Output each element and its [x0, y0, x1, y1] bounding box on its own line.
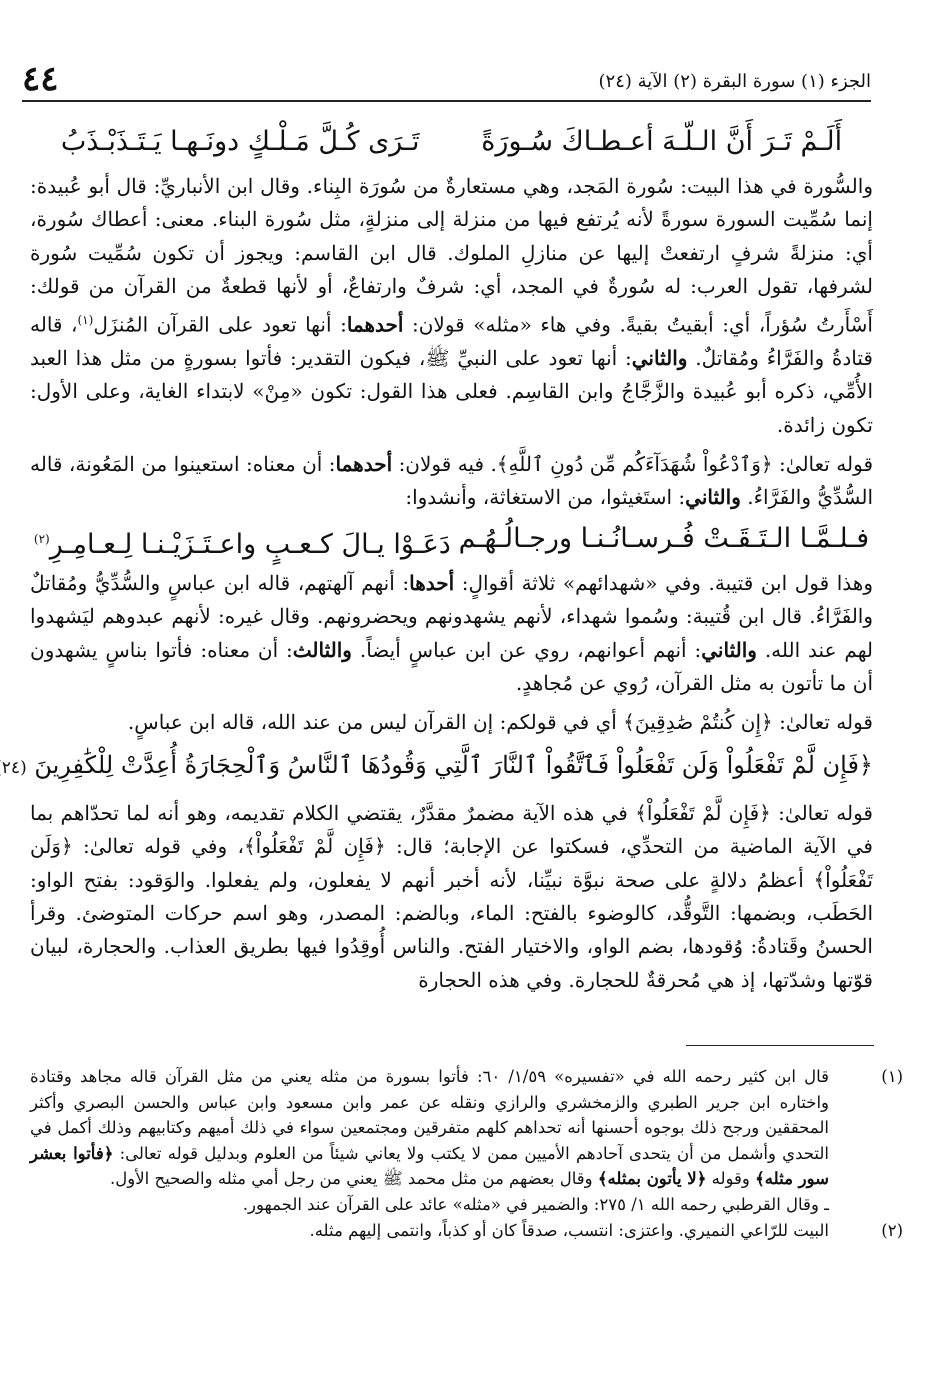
footnote-text: البيت للرّاعي النميري. واعتزى: انتسب، صدقاً كان أو كذباً، وانتمى إليهم مثله.: [309, 1220, 829, 1240]
bold-term: والثاني: [631, 345, 688, 370]
paragraph-commentary-24: [30, 797, 873, 997]
bold-term: والثاني: [685, 485, 741, 510]
poetry-verse-2: [30, 515, 873, 567]
footnote-1-addendum: ـ وقال القرطبي رحمه الله ١/ ٢٧٥: والضمير في «مثله» عائد على القرآن عند الجمهور.: [242, 1194, 829, 1214]
paragraph-shuhada: [30, 567, 873, 701]
footnote-2-number: (٢): [881, 1220, 903, 1240]
verse-1-first-hemistich: أَلَـمْ تَـرَ أَنَّ الـلّـهَ أعـطـاكَ سُـورَةً: [481, 126, 843, 157]
footnote-bold-quote: ﴿فأتوا بعشر سور مثله﴾: [30, 1143, 829, 1189]
footnote-text: وقوله: [711, 1169, 750, 1189]
verse-number: (٢٤: [1, 757, 27, 778]
footnote-1-number: (١): [881, 1067, 903, 1086]
footnote-text: وقال بعضهم من مثل محمد ﷺ يعني من رجل أمي مثله والصحيح الأول.: [110, 1169, 593, 1189]
text-run: : أنهم أعوانهم، روي عن ابن عباسٍ أيضاً.: [359, 637, 702, 662]
text-run: وهذا قول ابن قتيبة. وفي «شهدائهم» ثلاثة أقوالٍ:: [461, 570, 873, 595]
footnote-2: [30, 1218, 903, 1244]
text-run: : أن معناه: استعينوا من المَعُونة، قاله السُّدِّيُّ والفَرَّاءُ.: [30, 451, 873, 510]
quran-verse-24: [1, 744, 873, 789]
footnote-ref-1[interactable]: (١): [77, 312, 94, 327]
poetry-verse-1: [30, 118, 873, 170]
bold-term: أحدهما: [335, 451, 393, 476]
text-run: : أنها تعود على القرآن المُنزَل: [93, 312, 347, 337]
text-run: : أنهم آلهتهم، قاله ابن عباسٍ والسُّدِّيُّ ومُقاتلٌ والفَرَّاءُ. قال ابن قُتيبة: وسُموا شهداء، لأنهم يشهدونهم ويحضرونهم. وقال غيره: لأنهم عبدوهم ليَشهدوا لهم عند الله.: [30, 570, 874, 662]
page-number: ٤٤: [22, 59, 59, 99]
page-header: [22, 56, 871, 99]
header-rule: [22, 100, 871, 102]
text-run: قوله تعالىٰ: ﴿فَإِن لَّمْ تَفْعَلُواْ﴾ في هذه الآية مضمرٌ مقدَّرٌ، يقتضي الكلام تقديمه، وهو أنه لما تحدّاهم بما في الآية الماضية من التحدِّي، فسكتوا عن الإجابة؛ قال: ﴿فَإِن لَّمْ تَفْعَلُواْ﴾، وفي قوله تعالىٰ: ﴿وَلَن تَفْعَلُواْ﴾ أعظمُ دلالةٍ على صحة نبوَّة نبيِّنا، لأنه أخبر أنهم لا يفعلون، ولم يفعلوا. والوَقود: بفتح الواو: الحَطَب، وبضمها: التَّوقُّد، كالوضوء بالفتح: الماء، وبالضم: المصدر، وهو اسم حركات المتوضئ. وقرأ الحسنُ وقَتادةُ: وُقودها، بضم الواو، والاختيار الفتح. والناس أُوقِدُوا فيها بطريق العذاب. والحجارة، لبيان قوّتها وشدّتها، إذ هي مُحرقةٌ للحجارة. وفي هذه الحجارة: [30, 800, 873, 992]
verse-2-first-hemistich: فـلـمَّـا الـتَـقَـتْ فُـرسـانُـنـا ورجـالُـهُـم: [458, 522, 870, 554]
paragraph-surah-meaning: [30, 170, 873, 442]
footnote-1: [30, 1064, 903, 1218]
text-run: : أن معناه: فأتوا بناسٍ يشهدون أن ما تأتون به مثل القرآن، رُوي عن مُجاهدٍ.: [30, 637, 873, 695]
footnotes: [30, 1064, 903, 1243]
bold-term: والثاني: [701, 637, 757, 662]
text-run: قوله تعالىٰ: ﴿وَٱدْعُواْ شُهَدَآءَكُم مِّن دُونِ ٱللَّهِ﴾. فيه قولان:: [398, 451, 873, 476]
verse-text: ﴿فَإِن لَّمْ تَفْعَلُواْ وَلَن تَفْعَلُواْ فَٱتَّقُواْ ٱلنَّارَ ٱلَّتِي وَقُودُهَا ٱلنَّاسُ وَٱلْحِجَارَةُ أُعِدَّتْ لِلْكَٰفِرِينَ: [34, 750, 873, 779]
footnote-text: قال ابن كثير رحمه الله في «تفسيره» ١/٥٩/ ٦٠: فأتوا بسورة من مثله يعني من مثل القرآن قاله مجاهد وقتادة واختاره ابن جرير الطبري والزمخشري والرازي ونقله عن عمر وابن مسعود وابن عباس والحسن البصري وأكثر المحققين ورجح ذلك بوجوه أحسنها أنه تحداهم كلهم متفرقين ومجتمعين سواء في ذلك أميهم وكتابيهم وذلك أكمل في التحدي وأشمل من أن يتحدى آحادهم الأميين ممن لا يكتب ولا يعاني شيئاً من العلوم وبدليل قوله تعالى:: [30, 1067, 830, 1163]
main-text: [1, 118, 874, 997]
paragraph-truthful: [30, 706, 873, 739]
running-head: الجزء (١) سورة البقرة (٢) الآية (٢٤): [598, 71, 871, 92]
footnote-ref-2[interactable]: (٢): [33, 531, 50, 546]
text-run: قوله تعالىٰ: ﴿إِن كُنتُمْ صَٰدِقِينَ﴾ أي في قولكم: إن القرآن ليس من عند الله، قاله ابن عباسٍ.: [127, 710, 873, 735]
text-run: : استَغيثوا، من الاستغاثة، وأنشدوا:: [405, 485, 686, 510]
text-run: والسُّورة في هذا البيت: سُورة المَجد، وهي مستعارةٌ من سُورَة البِناء. وقال ابن الأنباريِّ: قال أبو عُبيدة: إنما سُمِّيت السورة سورةً لأنه يُرتفع فيها من منزلة إلى منزلةٍ، مثل سُورة البناء. معنى: أعطاك سُورة، أي: منزلةً شرفٍ ارتفعتْ إليها عن منازلِ الملوك. قال ابن القاسم: ويجوز أن تكون سُمِّيت سُورة لشرفها، تقول العرب: له سُورةٌ في المجد، أي: شرفٌ وارتفاعٌ، أو لأنها قطعةٌ من القرآن من قولك: أَسْأَرتُ سُؤراً، أي: أبقيتُ بقيةً. وفي هاء «مثله» قولان:: [30, 174, 873, 337]
bold-term: أحدهما: [346, 312, 404, 337]
verse-1-second-hemistich: تَـرَى كُـلَّ مَـلْـكٍ دونَـهـا يَـتَـذَبْـذَبُ: [60, 126, 420, 157]
paragraph-witnesses: [30, 448, 873, 515]
text-run: : أنها تعود على النبيِّ ﷺ، فيكون التقدير: فأتوا بسورةٍ من مثل هذا العبد الأُمِّي، ذكره أبو عُبيدة والزَّجَّاجُ وابن القاسِم. فعلى هذا القول: تكون «مِنْ» لابتداء الغاية، وعلى الأول: تكون زائدة.: [30, 345, 873, 437]
text-run: ، قاله قتادةُ والفَرَّاءُ ومُقاتلٌ.: [30, 312, 873, 370]
verse-2-second-hemistich: [34, 515, 451, 567]
bold-term: أحدها: [409, 570, 455, 595]
bold-term: والثالث: [292, 637, 352, 662]
footnote-separator: [686, 1045, 874, 1046]
footnote-bold-quote: ﴿لا يأتون بمثله﴾: [597, 1169, 707, 1189]
verse-2-text: دَعَـوْا يـالَ كـعـبٍ واعـتَـزَيْـنـا لِـعـامِـرِ: [49, 528, 451, 560]
